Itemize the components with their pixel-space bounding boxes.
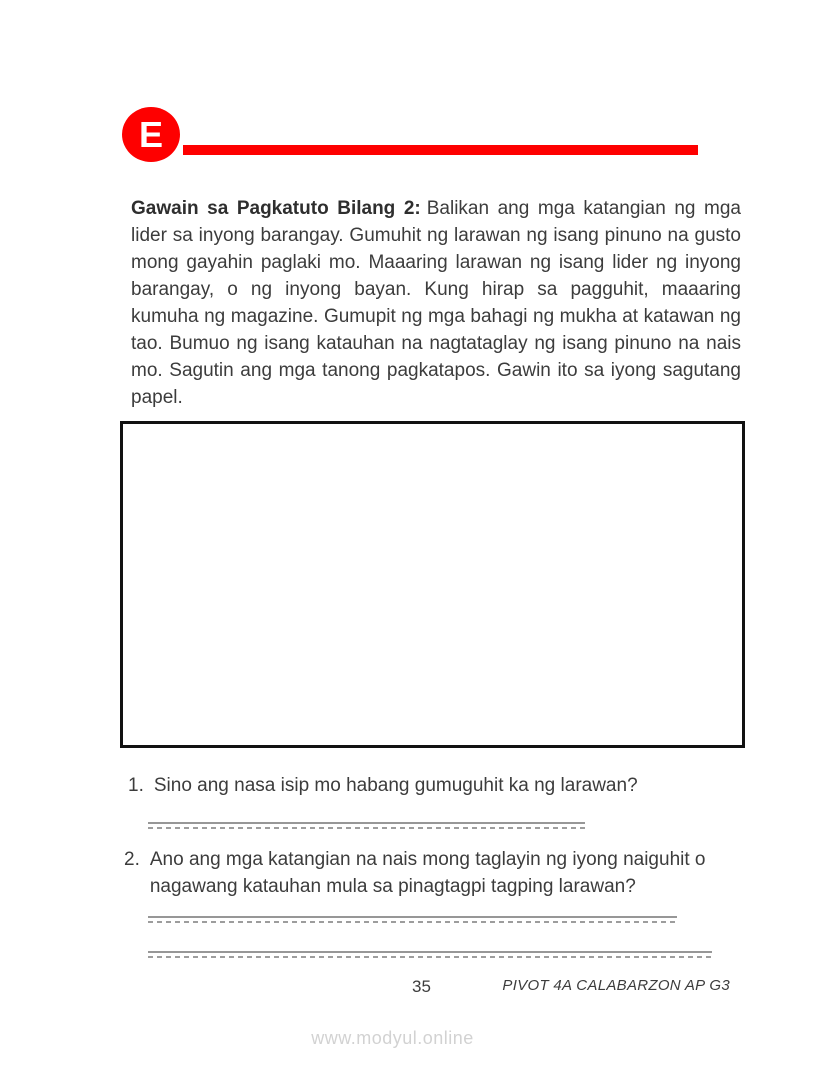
drawing-box (120, 421, 745, 748)
page-number: 35 (412, 977, 431, 996)
question-2-number: 2. (124, 849, 140, 870)
question-1 (128, 772, 728, 799)
watermark: www.modyul.online (311, 1028, 474, 1048)
question-1-text: Sino ang nasa isip mo habang gumuguhit ka ng larawan? (153, 775, 638, 796)
section-badge (122, 107, 180, 162)
answer-line-2 (148, 916, 677, 923)
question-1-number: 1. (128, 775, 144, 796)
activity-instructions (131, 195, 741, 411)
section-rule-divider (183, 145, 698, 155)
question-2 (124, 846, 740, 900)
question-2-text: Ano ang mga katangian na nais mong taglayin ng iyong naiguhit o nagawang katauhan mula sa pinagtagpi tagping larawan? (149, 849, 706, 897)
activity-heading: Gawain sa Pagkatuto Bilang 2: (131, 198, 421, 219)
answer-line-1 (148, 822, 585, 829)
section-letter: E (138, 113, 163, 155)
activity-body-text: Balikan ang mga katangian ng mga lider sa inyong barangay. Gumuhit ng larawan ng isang pinuno na gusto mong gayahin paglaki mo. Maaaring larawan ng isang lider ng inyong barangay, o ng inyong bayan. Kung hirap sa pagguhit, maaaring kumuha ng magazine. Gumupit ng mga bahagi ng mukha at katawan ng tao. Bumuo ng isang katauhan na nagtataglay ng isang pinuno na nais mo. Sagutin ang mga tanong pagkatapos. Gawin ito sa iyong sagutang papel. (131, 198, 741, 408)
answer-line-3 (148, 951, 712, 958)
source-label: PIVOT 4A CALABARZON AP G3 (502, 977, 730, 994)
